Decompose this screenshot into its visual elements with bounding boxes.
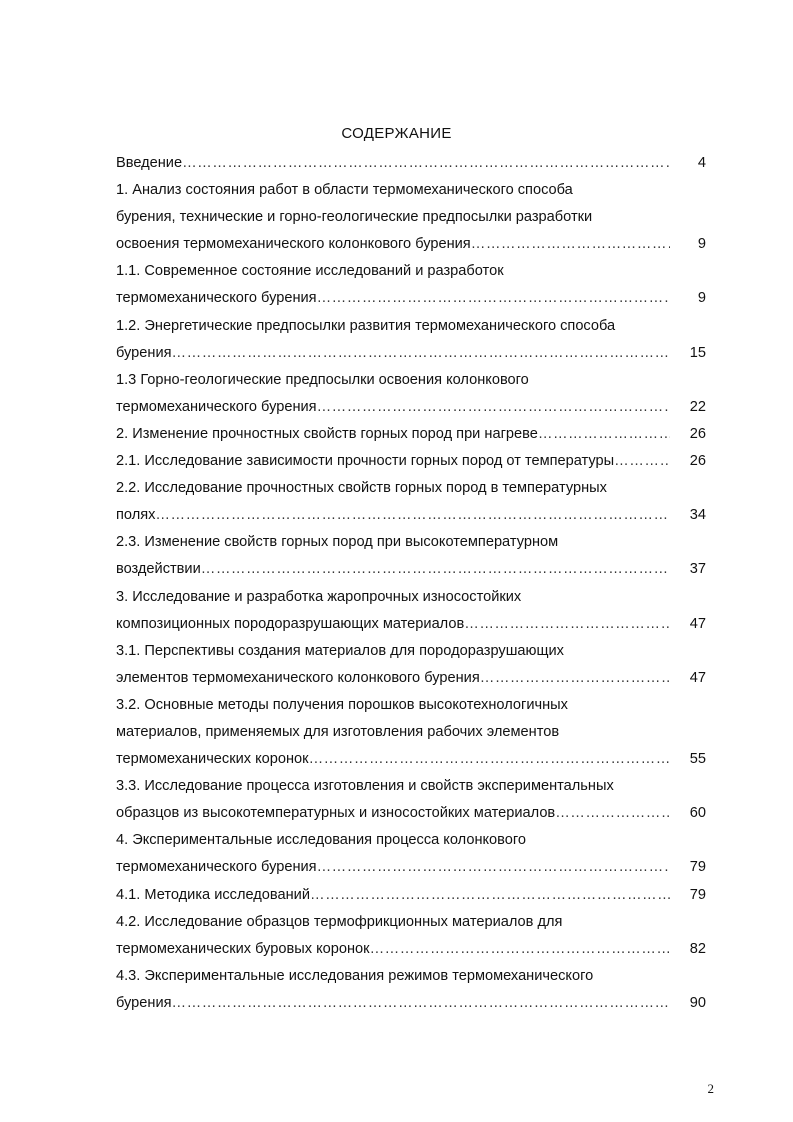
toc-entry-text: 3.3. Исследование процесса изготовления и свойств экспериментальных bbox=[116, 778, 614, 795]
toc-entry-line bbox=[116, 177, 706, 204]
toc-entry-text: 4.3. Экспериментальные исследования режимов термомеханического bbox=[116, 967, 594, 984]
toc-entry-last-line bbox=[116, 854, 706, 881]
dot-leader bbox=[172, 340, 670, 367]
toc-page-number: 26 bbox=[689, 425, 706, 442]
toc-entry-last-line bbox=[116, 990, 706, 1017]
toc-entry bbox=[116, 827, 706, 881]
toc-entry-text: материалов, применяемых для изготовления рабочих элементов bbox=[116, 723, 560, 740]
toc-entry-text: образцов из высокотемпературных и износостойких материалов bbox=[116, 805, 556, 822]
toc-entry-text: термомеханических коронок bbox=[116, 751, 309, 768]
toc-page-number: 34 bbox=[689, 507, 706, 524]
toc-page-number: 60 bbox=[689, 805, 706, 822]
toc-entry-text: 4.1. Методика исследований bbox=[116, 886, 310, 903]
page-number: 2 bbox=[707, 1081, 714, 1096]
toc-entry-text: 4.2. Исследование образцов термофрикционных материалов для bbox=[116, 913, 563, 930]
toc-page-number: 9 bbox=[697, 290, 706, 307]
toc-entry-text: термомеханических буровых коронок bbox=[116, 940, 370, 957]
toc-entry-text: 3.1. Перспективы создания материалов для породоразрушающих bbox=[116, 642, 564, 659]
toc-entry-last-line bbox=[116, 502, 706, 529]
toc-entry-text: термомеханического бурения bbox=[116, 398, 317, 415]
dot-leader bbox=[464, 611, 670, 638]
dot-leader bbox=[370, 936, 670, 963]
toc-entry bbox=[116, 692, 706, 773]
toc-entry-last-line bbox=[116, 882, 706, 909]
toc-entry bbox=[116, 638, 706, 692]
toc-entry-last-line bbox=[116, 665, 706, 692]
toc-entry-last-line bbox=[116, 556, 706, 583]
toc-entry-last-line bbox=[116, 394, 706, 421]
toc-page-number: 82 bbox=[689, 940, 706, 957]
toc-entry-line bbox=[116, 475, 706, 502]
toc-entry-text: Введение bbox=[116, 155, 183, 171]
toc-entry-last-line bbox=[116, 285, 706, 312]
dot-leader bbox=[614, 448, 670, 475]
toc-entry-text: 1. Анализ состояния работ в области термомеханического способа bbox=[116, 182, 573, 199]
toc-entry-text: термомеханического бурения bbox=[116, 290, 317, 307]
toc-entry bbox=[116, 448, 706, 475]
dot-leader bbox=[555, 800, 670, 827]
toc-entry-line bbox=[116, 773, 706, 800]
toc-entry-text: воздействии bbox=[116, 561, 201, 578]
toc-entry-line bbox=[116, 313, 706, 340]
toc-page-number: 47 bbox=[689, 615, 706, 632]
toc-entry-last-line bbox=[116, 150, 706, 177]
toc-entry-text: 4. Экспериментальные исследования процесса колонкового bbox=[116, 832, 526, 849]
toc-entry bbox=[116, 882, 706, 909]
toc-entry-text: 3. Исследование и разработка жаропрочных износостойких bbox=[116, 588, 522, 605]
toc-page-number: 55 bbox=[689, 751, 706, 768]
toc-entry bbox=[116, 313, 706, 367]
toc-entry-text: элементов термомеханического колонкового бурения bbox=[116, 669, 480, 686]
toc-entry-last-line bbox=[116, 448, 706, 475]
toc-page-number: 15 bbox=[689, 344, 706, 361]
toc-entry-last-line bbox=[116, 936, 706, 963]
toc-entry-text: освоения термомеханического колонкового бурения bbox=[116, 236, 471, 253]
toc-entry-line bbox=[116, 827, 706, 854]
dot-leader bbox=[309, 746, 670, 773]
toc-entry-text: 2.2. Исследование прочностных свойств горных пород в температурных bbox=[116, 480, 607, 497]
dot-leader bbox=[538, 421, 670, 448]
toc-entry-text: 2.1. Исследование зависимости прочности горных пород от температуры bbox=[116, 453, 615, 470]
toc-entry-text: бурения bbox=[116, 344, 172, 361]
toc-entry-last-line bbox=[116, 611, 706, 638]
toc-page-number: 47 bbox=[689, 669, 706, 686]
dot-leader bbox=[471, 231, 670, 258]
toc-entry-text: 1.2. Энергетические предпосылки развития термомеханического способа bbox=[116, 317, 616, 334]
dot-leader bbox=[182, 150, 670, 177]
toc-entry-line bbox=[116, 529, 706, 556]
toc-entry-text: термомеханического бурения bbox=[116, 859, 317, 876]
toc-entry-last-line bbox=[116, 231, 706, 258]
dot-leader bbox=[310, 882, 670, 909]
toc-entry bbox=[116, 150, 706, 177]
toc-page-number: 37 bbox=[689, 561, 706, 578]
toc-entry bbox=[116, 421, 706, 448]
toc-entry-last-line bbox=[116, 340, 706, 367]
toc-entry-text: 2. Изменение прочностных свойств горных пород при нагреве bbox=[116, 425, 538, 442]
dot-leader bbox=[201, 556, 670, 583]
toc-entry-line bbox=[116, 909, 706, 936]
toc-page-number: 9 bbox=[697, 236, 706, 253]
toc-entry-line bbox=[116, 584, 706, 611]
dot-leader bbox=[317, 854, 670, 881]
toc-entry bbox=[116, 177, 706, 258]
toc-entry-text: полях bbox=[116, 507, 156, 524]
toc-page-number: 90 bbox=[689, 994, 706, 1011]
toc-entry bbox=[116, 258, 706, 312]
toc-entry bbox=[116, 584, 706, 638]
toc-entry bbox=[116, 367, 706, 421]
toc-entry-last-line bbox=[116, 800, 706, 827]
toc-page-number: 22 bbox=[689, 398, 706, 415]
dot-leader bbox=[317, 394, 670, 421]
toc-entry-text: 1.3 Горно-геологические предпосылки освоения колонкового bbox=[116, 371, 529, 388]
dot-leader bbox=[480, 665, 670, 692]
toc-page-number: 26 bbox=[689, 453, 706, 470]
dot-leader bbox=[317, 285, 670, 312]
dot-leader bbox=[172, 990, 670, 1017]
toc-entry-text: бурения, технические и горно-геологические предпосылки разработки bbox=[116, 209, 593, 226]
toc-entry-text: 2.3. Изменение свойств горных пород при высокотемпературном bbox=[116, 534, 559, 551]
toc-entry-line bbox=[116, 204, 706, 231]
toc-entry-line bbox=[116, 692, 706, 719]
toc-entry-text: 3.2. Основные методы получения порошков высокотехнологичных bbox=[116, 696, 568, 713]
toc-page-number: 79 bbox=[689, 859, 706, 876]
toc-page-number: 4 bbox=[697, 155, 706, 171]
toc-entry-line bbox=[116, 719, 706, 746]
table-of-contents bbox=[116, 150, 706, 1017]
toc-entry-text: композиционных породоразрушающих материалов bbox=[116, 615, 465, 632]
toc-page-number: 79 bbox=[689, 886, 706, 903]
toc-entry-text: бурения bbox=[116, 994, 172, 1011]
dot-leader bbox=[155, 502, 670, 529]
toc-entry bbox=[116, 909, 706, 963]
toc-entry-line bbox=[116, 963, 706, 990]
toc-entry-line bbox=[116, 258, 706, 285]
toc-entry bbox=[116, 773, 706, 827]
toc-entry bbox=[116, 529, 706, 583]
toc-entry bbox=[116, 475, 706, 529]
page-title: СОДЕРЖАНИЕ bbox=[341, 125, 452, 142]
toc-entry bbox=[116, 963, 706, 1017]
toc-entry-last-line bbox=[116, 421, 706, 448]
toc-entry-last-line bbox=[116, 746, 706, 773]
toc-entry-text: 1.1. Современное состояние исследований и разработок bbox=[116, 263, 504, 280]
toc-entry-line bbox=[116, 367, 706, 394]
toc-entry-line bbox=[116, 638, 706, 665]
